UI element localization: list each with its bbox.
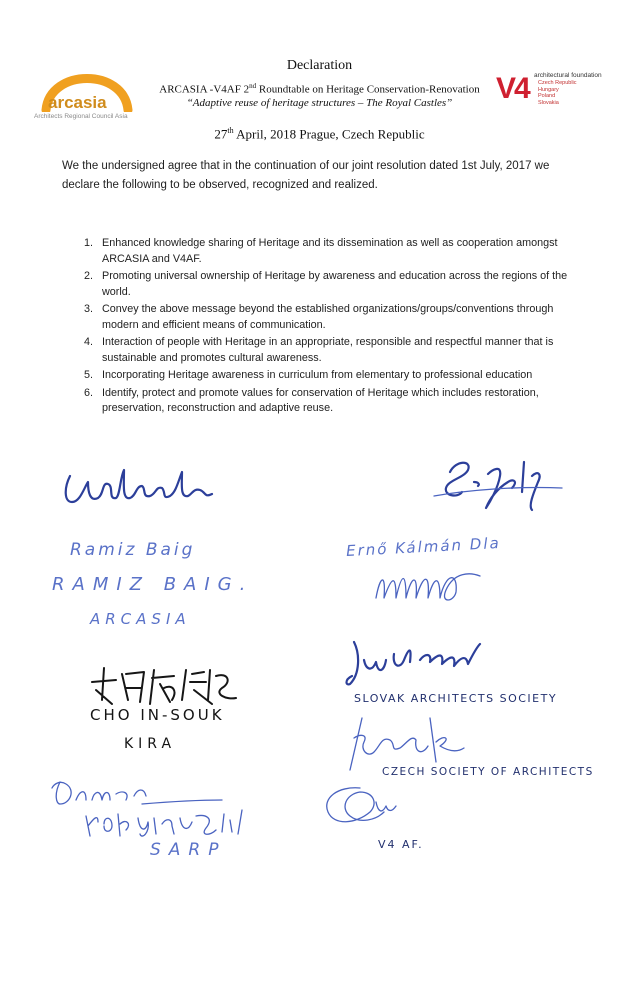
clause-item: 5. Incorporating Heritage awareness in curriculum from elementary to professional education xyxy=(84,369,533,381)
v4af-title: architectural foundation xyxy=(534,72,602,79)
signatory-org-v4af: V4 AF. xyxy=(378,838,424,851)
signature-v4af xyxy=(316,782,416,838)
document-title: Declaration xyxy=(286,58,353,73)
signatory-name-ramiz: RAMIZ BAIG. xyxy=(52,574,254,595)
clause-item: 1. Enhanced knowledge sharing of Heritage and its dissemination as well as cooperation amongst ARCASIA and V4AF. xyxy=(84,237,558,265)
v4af-country: Poland xyxy=(538,93,556,99)
clause-item: 6. Identify, protect and promote values for conservation of Heritage which includes restoration, preservation, reconstruction and adaptive reuse. xyxy=(84,386,539,414)
clause-item: 4. Interaction of people with Heritage in an appropriate, responsible and respectful manner that is sustainable and promotes cultural awareness. xyxy=(84,336,554,364)
v4af-country: Hungary xyxy=(538,86,559,93)
v4af-country: Slovakia xyxy=(538,99,559,106)
signature-slovak xyxy=(340,630,490,690)
v4af-country: Czech Republic xyxy=(538,80,577,86)
clause-item: 2. Promoting universal ownership of Heritage by awareness and education across the regions of the world. xyxy=(84,270,568,298)
signature-erno-scribble xyxy=(370,562,490,608)
signature-erno-kalman: Ernő Kálmán Dla xyxy=(345,533,502,561)
arcasia-wordmark: arcasia xyxy=(48,93,107,112)
signature-czech xyxy=(340,712,470,774)
v4-mark: V4 xyxy=(496,72,529,105)
signature-top-right xyxy=(428,452,568,516)
signatory-org-sarp: SARP xyxy=(150,840,227,860)
document-date: 27th April, 2018 Prague, Czech Republic xyxy=(214,126,425,142)
signatory-org-slovak: SLOVAK ARCHITECTS SOCIETY xyxy=(354,692,558,705)
signature-ramiz-baig: Ramiz Baig xyxy=(70,540,196,560)
signature-sarp xyxy=(46,774,296,840)
signatory-name-cho: CHO IN-SOUK xyxy=(90,706,225,724)
roundtable-title: ARCASIA -V4AF 2nd Roundtable on Heritage Conservation-Renovation xyxy=(159,82,480,96)
arcasia-tagline: Architects Regional Council Asia xyxy=(34,113,128,120)
signatory-org-czech: CZECH SOCIETY OF ARCHITECTS xyxy=(382,766,594,778)
signatory-org-kira: KIRA xyxy=(124,736,177,752)
signature-cho-hanja xyxy=(82,660,242,710)
signatory-org-arcasia: ARCASIA xyxy=(90,610,191,628)
declaration-clauses xyxy=(84,236,584,417)
roundtable-theme: “Adaptive reuse of heritage structures – The Royal Castles” xyxy=(186,97,453,109)
clause-item: 3. Convey the above message beyond the established organizations/groups/conventions through modern and efficient means of communication. xyxy=(84,303,554,331)
intro-paragraph: We the undersigned agree that in the continuation of our joint resolution dated 1st July, 2017 we declare the following to be observed, recognized and realized. xyxy=(62,160,550,191)
signature-top-left xyxy=(58,458,218,514)
